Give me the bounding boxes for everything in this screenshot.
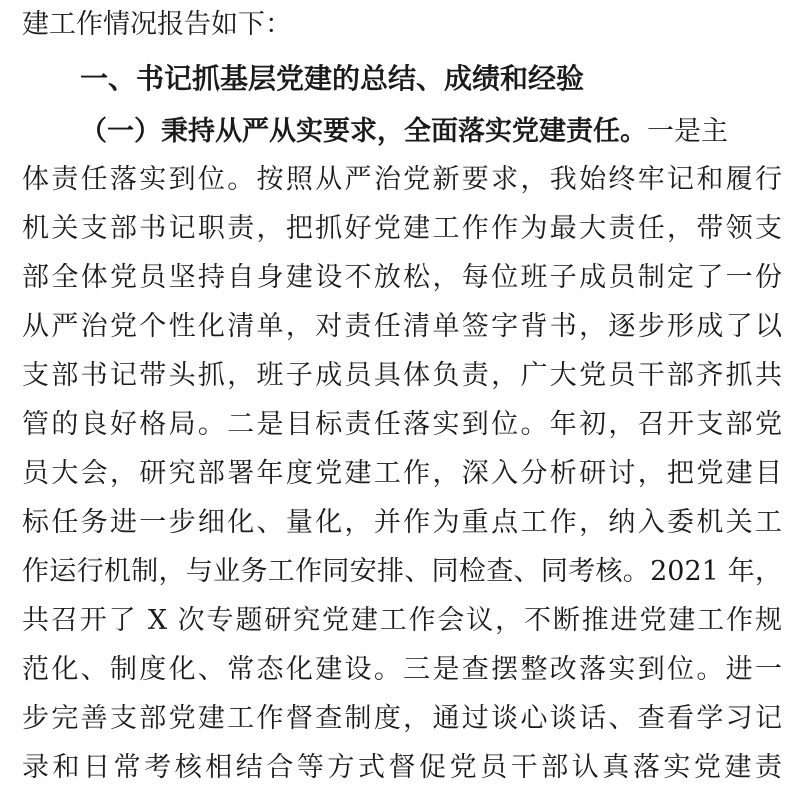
- subsection-heading: （一）秉持从严从实要求，全面落实党建责任。: [80, 116, 647, 147]
- paragraph-line: 步完善支部党建工作督查制度，通过谈心谈话、查看学习记: [22, 703, 782, 734]
- paragraph-line: 管的良好格局。二是目标责任落实到位。年初，召开支部党: [22, 409, 782, 440]
- paragraph-line: 共召开了 X 次专题研究党建工作会议，不断推进党建工作规: [22, 605, 782, 636]
- section-heading: 一、书记抓基层党建的总结、成绩和经验: [80, 62, 585, 95]
- paragraph-lead-rest: 一是主: [647, 116, 728, 147]
- paragraph-line: 从严治党个性化清单，对责任清单签字背书，逐步形成了以: [22, 311, 782, 342]
- paragraph-line: 支部书记带头抓，班子成员具体负责，广大党员干部齐抓共: [22, 360, 782, 391]
- paragraph-line: 体责任落实到位。按照从严治党新要求，我始终牢记和履行: [22, 164, 782, 195]
- paragraph-line: 范化、制度化、常态化建设。三是查摆整改落实到位。进一: [22, 654, 782, 685]
- intro-tail-line: 建工作情况报告如下：: [22, 9, 292, 40]
- paragraph-line: 作运行机制，与业务工作同安排、同检查、同考核。2021 年，: [22, 556, 782, 587]
- paragraph-line: 部全体党员坚持自身建设不放松，每位班子成员制定了一份: [22, 262, 782, 293]
- paragraph-line: 员大会，研究部署年度党建工作，深入分析研讨，把党建目: [22, 458, 782, 489]
- paragraph-line: 机关支部书记职责，把抓好党建工作作为最大责任，带领支: [22, 213, 782, 244]
- paragraph-lead-line: [80, 113, 782, 151]
- paragraph-line: 录和日常考核相结合等方式督促党员干部认真落实党建责: [22, 752, 782, 783]
- paragraph-line: 标任务进一步细化、量化，并作为重点工作，纳入委机关工: [22, 507, 782, 538]
